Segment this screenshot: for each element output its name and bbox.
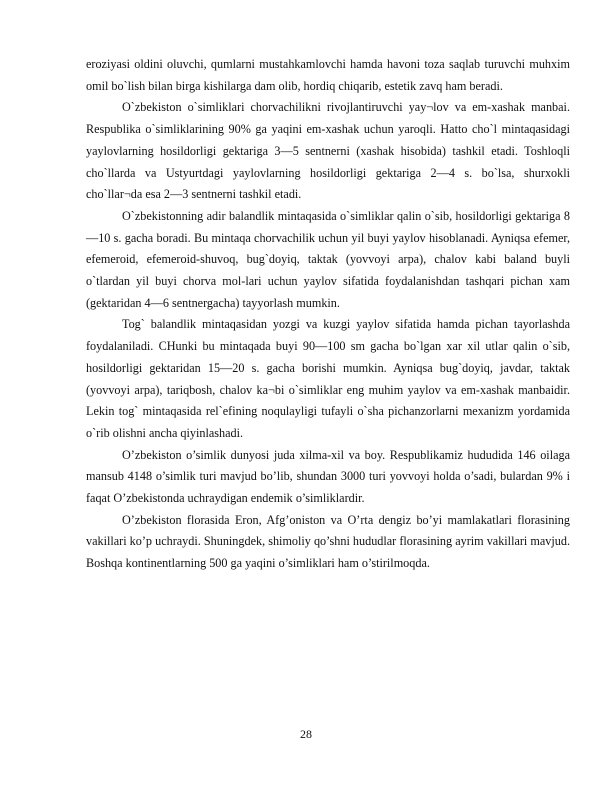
document-page — [86, 54, 570, 575]
paragraph-3: O`zbekistonning adir balandlik mintaqasida o`simliklar qalin o`sib, hosildorligi gektariga 8—10 s. gacha boradi. Bu mintaqa chorvachilik uchun yil buyi yaylov hisoblanadi. Ayniqsa efemer, efemeroid, efemeroid-shuvoq, bug`doyiq, taktak (yovvoyi arpa), chalov kabi baland buyli o`tlardan yil buyi chorva mol-lari uchun yaylov sifatida foydalanishdan tashqari pichan xam (gektaridan 4—6 sentnergacha) tayyorlash mumkin. — [86, 208, 570, 310]
paragraph-6: O’zbekiston florasida Eron, Afg’oniston va O’rta dengiz bo’yi mamlakatlari florasining vakillari ko’p uchraydi. Shuningdek, shimoliy qo’shni hududlar florasining ayrim vakillari mavjud. Boshqa kontinentlarning 500 ga yaqini o’simliklari ham o’stirilmoqda. — [86, 512, 570, 571]
paragraph-5: O’zbekiston o’simlik dunyosi juda xilma-xil va boy. Respublikamiz hududida 146 oilaga mansub 4148 o’simlik turi mavjud bo’lib, shundan 3000 turi yovvoyi holda o’sadi, bulardan 9% i faqat O’zbekistonda uchraydigan endemik o’simliklardir. — [86, 447, 570, 506]
paragraph-4: Tog` balandlik mintaqasidan yozgi va kuzgi yaylov sifatida hamda pichan tayorlashda foydalaniladi. CHunki bu mintaqada buyi 90—100 sm gacha bo`lgan xar xil utlar qalin o`sib, hosildorligi gektaridan 15—20 s. gacha borishi mumkin. Ayniqsa bug`doyiq, javdar, taktak (yovvoyi arpa), tariqbosh, chalov ka¬bi o`simliklar eng muhim yaylov va em-xashak manbaidir. Lekin tog` mintaqasida rel`efining noqulayligi tufayli o`sha pichanzorlarni mexanizm yordamida o`rib olishni ancha qiyinlashadi. — [86, 317, 570, 440]
paragraph-1: eroziyasi oldini oluvchi, qumlarni mustahkamlovchi hamda havoni toza saqlab turuvchi muhxim omil bo`lish bilan birga kishilarga dam olib, hordiq chiqarib, estetik zavq ham beradi. — [86, 57, 570, 93]
page-number: 28 — [300, 727, 312, 741]
paragraph-2: O`zbekiston o`simliklari chorvachilikni rivojlantiruvchi yay¬lov va em-xashak manbai. Respublika o`simliklarining 90% ga yaqini em-xashak uchun yaroqli. Hatto cho`l mintaqasidagi yaylovlarning hosildorligi gektariga 3—5 sentnerni (xashak hisobida) tashkil etadi. Toshloqli cho`llarda va Ustyurtdagi yaylovlarning hosildorligi gektariga 2—4 s. bo`lsa, shurxokli cho`llar¬da esa 2—3 sentnerni tashkil etadi. — [86, 100, 570, 202]
